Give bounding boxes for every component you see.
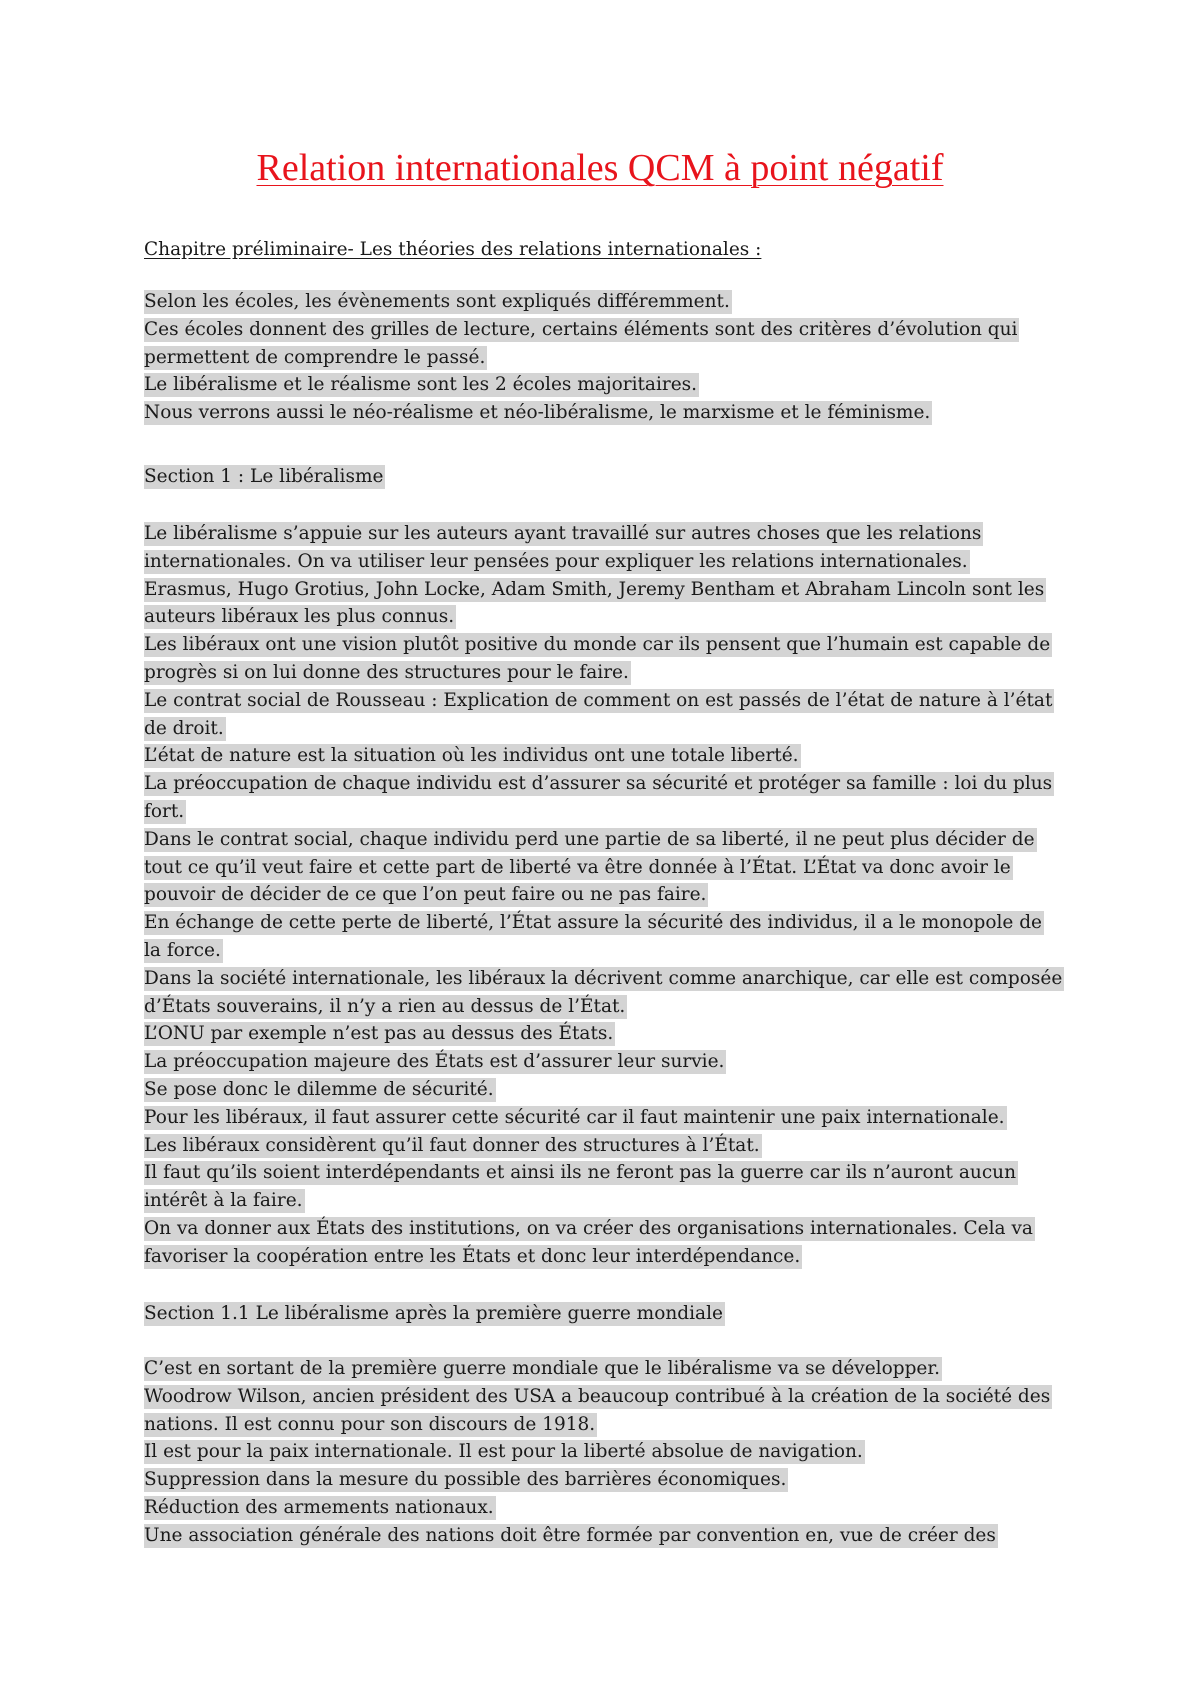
text-line: Le libéralisme s’appuie sur les auteurs ayant travaillé sur autres choses que les relations internationales. On va utiliser leur pensées pour expliquer les relations internationales. xyxy=(144,523,982,572)
section-1-1-heading xyxy=(144,1300,1064,1328)
text-line: Le contrat social de Rousseau : Explication de comment on est passés de l’état de nature à l’état de droit. xyxy=(144,689,1053,739)
text-line: Les libéraux considèrent qu’il faut donner des structures à l’État. xyxy=(144,1134,760,1156)
section-heading: Section 1.1 Le libéralisme après la première guerre mondiale xyxy=(144,1303,723,1324)
text-line: Woodrow Wilson, ancien président des USA a beaucoup contribué à la création de la société des nations. Il est connu pour son discours de 1918. xyxy=(144,1385,1051,1435)
text-line: Se pose donc le dilemme de sécurité. xyxy=(144,1078,494,1100)
text-line: Suppression dans la mesure du possible des barrières économiques. xyxy=(144,1469,787,1491)
section-heading: Section 1 : Le libéralisme xyxy=(144,466,384,487)
text-line: Pour les libéraux, il faut assurer cette sécurité car il faut maintenir une paix internationale. xyxy=(144,1106,1005,1128)
text-line: Il faut qu’ils soient interdépendants et ainsi ils ne feront pas la guerre car ils n’auront aucun intérêt à la faire. xyxy=(144,1162,1017,1212)
text-line: La préoccupation majeure des États est d’assurer leur survie. xyxy=(144,1051,725,1073)
section-1-heading xyxy=(144,463,1064,491)
text-line: Nous verrons aussi le néo-réalisme et néo-libéralisme, le marxisme et le féminisme. xyxy=(144,402,931,424)
text-line: C’est en sortant de la première guerre mondiale que le libéralisme va se développer. xyxy=(144,1358,941,1379)
text-line: L’état de nature est la situation où les individus ont une totale liberté. xyxy=(144,745,799,767)
intro-paragraph xyxy=(144,288,1064,427)
text-line: Les libéraux ont une vision plutôt positive du monde car ils pensent que l’humain est capable de progrès si on lui donne des structures pour le faire. xyxy=(144,634,1051,683)
chapter-heading: Chapitre préliminaire- Les théories des relations internationales : xyxy=(144,239,762,260)
section-1-1-body xyxy=(144,1355,1064,1550)
text-line: Selon les écoles, les évènements sont expliqués différemment. xyxy=(144,291,730,312)
text-line: Le libéralisme et le réalisme sont les 2 écoles majoritaires. xyxy=(144,374,698,396)
text-line: Erasmus, Hugo Grotius, John Locke, Adam Smith, Jeremy Bentham et Abraham Lincoln sont les auteurs libéraux les plus connus. xyxy=(144,578,1045,628)
text-line: La préoccupation de chaque individu est d’assurer sa sécurité et protéger sa famille : loi du plus fort. xyxy=(144,773,1053,822)
text-line: Dans la société internationale, les libéraux la décrivent comme anarchique, car elle est composée d’États souverains, il n’y a rien au dessus de l’État. xyxy=(144,967,1063,1017)
text-line: L’ONU par exemple n’est pas au dessus des États. xyxy=(144,1023,614,1045)
text-line: Réduction des armements nationaux. xyxy=(144,1496,494,1518)
section-1-body xyxy=(144,520,1064,1271)
text-line: Il est pour la paix internationale. Il est pour la liberté absolue de navigation. xyxy=(144,1441,863,1463)
text-line: On va donner aux États des institutions, on va créer des organisations internationales. Cela va favoriser la coopération entre les États et donc leur interdépendance. xyxy=(144,1217,1033,1267)
text-line: Ces écoles donnent des grilles de lecture, certains éléments sont des critères d’évolution qui permettent de comprendre le passé. xyxy=(144,318,1018,368)
text-line: Dans le contrat social, chaque individu perd une partie de sa liberté, il ne peut plus décider de tout ce qu’il veut faire et cette part de liberté va être donnée à l’État. L’État va donc avoir le pouvoir de décider de ce que l’on peut faire ou ne pas faire. xyxy=(144,828,1035,906)
text-line: En échange de cette perte de liberté, l’État assure la sécurité des individus, il a le monopole de la force. xyxy=(144,912,1043,961)
text-line: Une association générale des nations doit être formée par convention en, vue de créer des xyxy=(144,1524,996,1546)
document-title: Relation internationales QCM à point négatif xyxy=(256,147,944,189)
